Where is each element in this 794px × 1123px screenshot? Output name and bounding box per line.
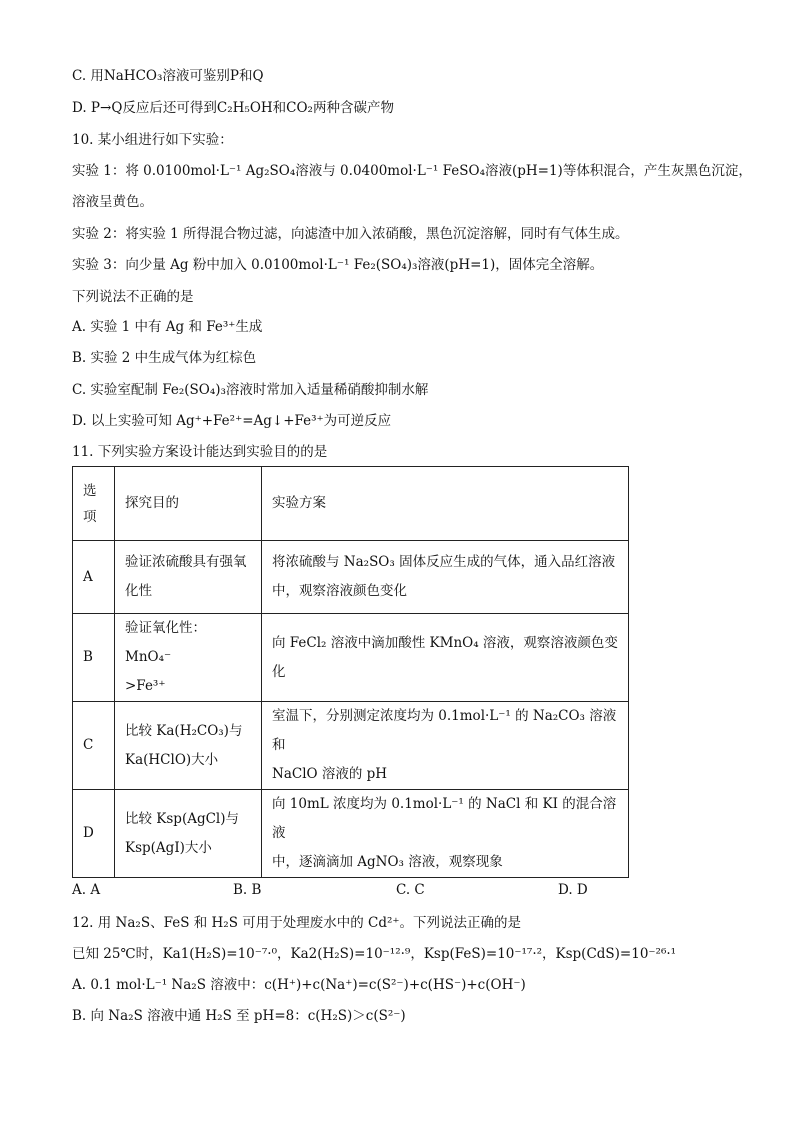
row-plan: 将浓硫酸与 Na₂SO₃ 固体反应生成的气体，通入品红溶液 中，观察溶液颜色变化	[262, 541, 629, 614]
row-purpose: 比较 Ksp(AgCl)与 Ksp(AgI)大小	[115, 790, 262, 878]
q12-option-b: B. 向 Na₂S 溶液中通 H₂S 至 pH=8：c(H₂S)＞c(S²⁻)	[72, 1008, 406, 1024]
q10-exp2: 实验 2：将实验 1 所得混合物过滤，向滤渣中加入浓硝酸，黑色沉淀溶解，同时有气体生成。	[72, 226, 629, 242]
table-row	[73, 790, 629, 878]
row-purpose: 验证氧化性：MnO₄⁻ >Fe³⁺	[115, 614, 262, 702]
q10-option-c: C. 实验室配制 Fe₂(SO₄)₃溶液时常加入适量稀硝酸抑制水解	[72, 382, 429, 398]
table-row	[73, 541, 629, 614]
table-row	[73, 614, 629, 702]
row-plan: 室温下，分别测定浓度均为 0.1mol·L⁻¹ 的 Na₂CO₃ 溶液和 NaClO 溶液的 pH	[262, 702, 629, 790]
q11-choice-c: C. C	[396, 882, 425, 898]
row-option: A	[73, 541, 115, 614]
q9-option-d: D. P→Q反应后还可得到C₂H₅OH和CO₂两种含碳产物	[72, 100, 394, 116]
header-purpose: 探究目的	[115, 467, 262, 541]
q11-stem: 11. 下列实验方案设计能达到实验目的的是	[72, 444, 328, 460]
q11-choice-b: B. B	[233, 882, 262, 898]
q10-exp1-line2: 溶液呈黄色。	[72, 194, 153, 210]
q11-choice-a: A. A	[72, 882, 101, 898]
q10-option-d: D. 以上实验可知 Ag⁺+Fe²⁺=Ag↓+Fe³⁺为可逆反应	[72, 413, 392, 429]
q10-stem: 10. 某小组进行如下实验：	[72, 132, 233, 148]
q12-option-a: A. 0.1 mol·L⁻¹ Na₂S 溶液中：c(H⁺)+c(Na⁺)=c(S²⁻)+c(HS⁻)+c(OH⁻)	[72, 977, 526, 993]
table-row	[73, 702, 629, 790]
q11-choice-d: D. D	[558, 882, 588, 898]
row-purpose: 比较 Ka(H₂CO₃)与 Ka(HClO)大小	[115, 702, 262, 790]
row-option: D	[73, 790, 115, 878]
row-option: C	[73, 702, 115, 790]
q12-stem: 12. 用 Na₂S、FeS 和 H₂S 可用于处理废水中的 Cd²⁺。下列说法正确的是	[72, 915, 522, 931]
q10-ask: 下列说法不正确的是	[72, 289, 194, 305]
row-option: B	[73, 614, 115, 702]
q9-option-c: C. 用NaHCO₃溶液可鉴别P和Q	[72, 68, 264, 84]
table-header-row	[73, 467, 629, 541]
q12-known-constants: 已知 25℃时，Ka1(H₂S)=10⁻⁷·⁰，Ka2(H₂S)=10⁻¹²·⁹，Ksp(FeS)=10⁻¹⁷·²，Ksp(CdS)=10⁻²⁶·¹	[72, 946, 677, 962]
row-purpose: 验证浓硫酸具有强氧 化性	[115, 541, 262, 614]
header-option: 选项	[73, 467, 115, 541]
header-plan: 实验方案	[262, 467, 629, 541]
row-plan: 向 10mL 浓度均为 0.1mol·L⁻¹ 的 NaCl 和 KI 的混合溶液 中，逐滴滴加 AgNO₃ 溶液，观察现象	[262, 790, 629, 878]
q10-option-b: B. 实验 2 中生成气体为红棕色	[72, 350, 257, 366]
q10-exp1-line1: 实验 1：将 0.0100mol·L⁻¹ Ag₂SO₄溶液与 0.0400mol·L⁻¹ FeSO₄溶液(pH=1)等体积混合，产生灰黑色沉淀，	[72, 163, 752, 179]
q10-exp3: 实验 3：向少量 Ag 粉中加入 0.0100mol·L⁻¹ Fe₂(SO₄)₃溶液(pH=1)，固体完全溶解。	[72, 257, 604, 273]
q10-option-a: A. 实验 1 中有 Ag 和 Fe³⁺生成	[72, 319, 263, 335]
q11-experiment-table	[72, 466, 629, 878]
row-plan: 向 FeCl₂ 溶液中滴加酸性 KMnO₄ 溶液，观察溶液颜色变 化	[262, 614, 629, 702]
